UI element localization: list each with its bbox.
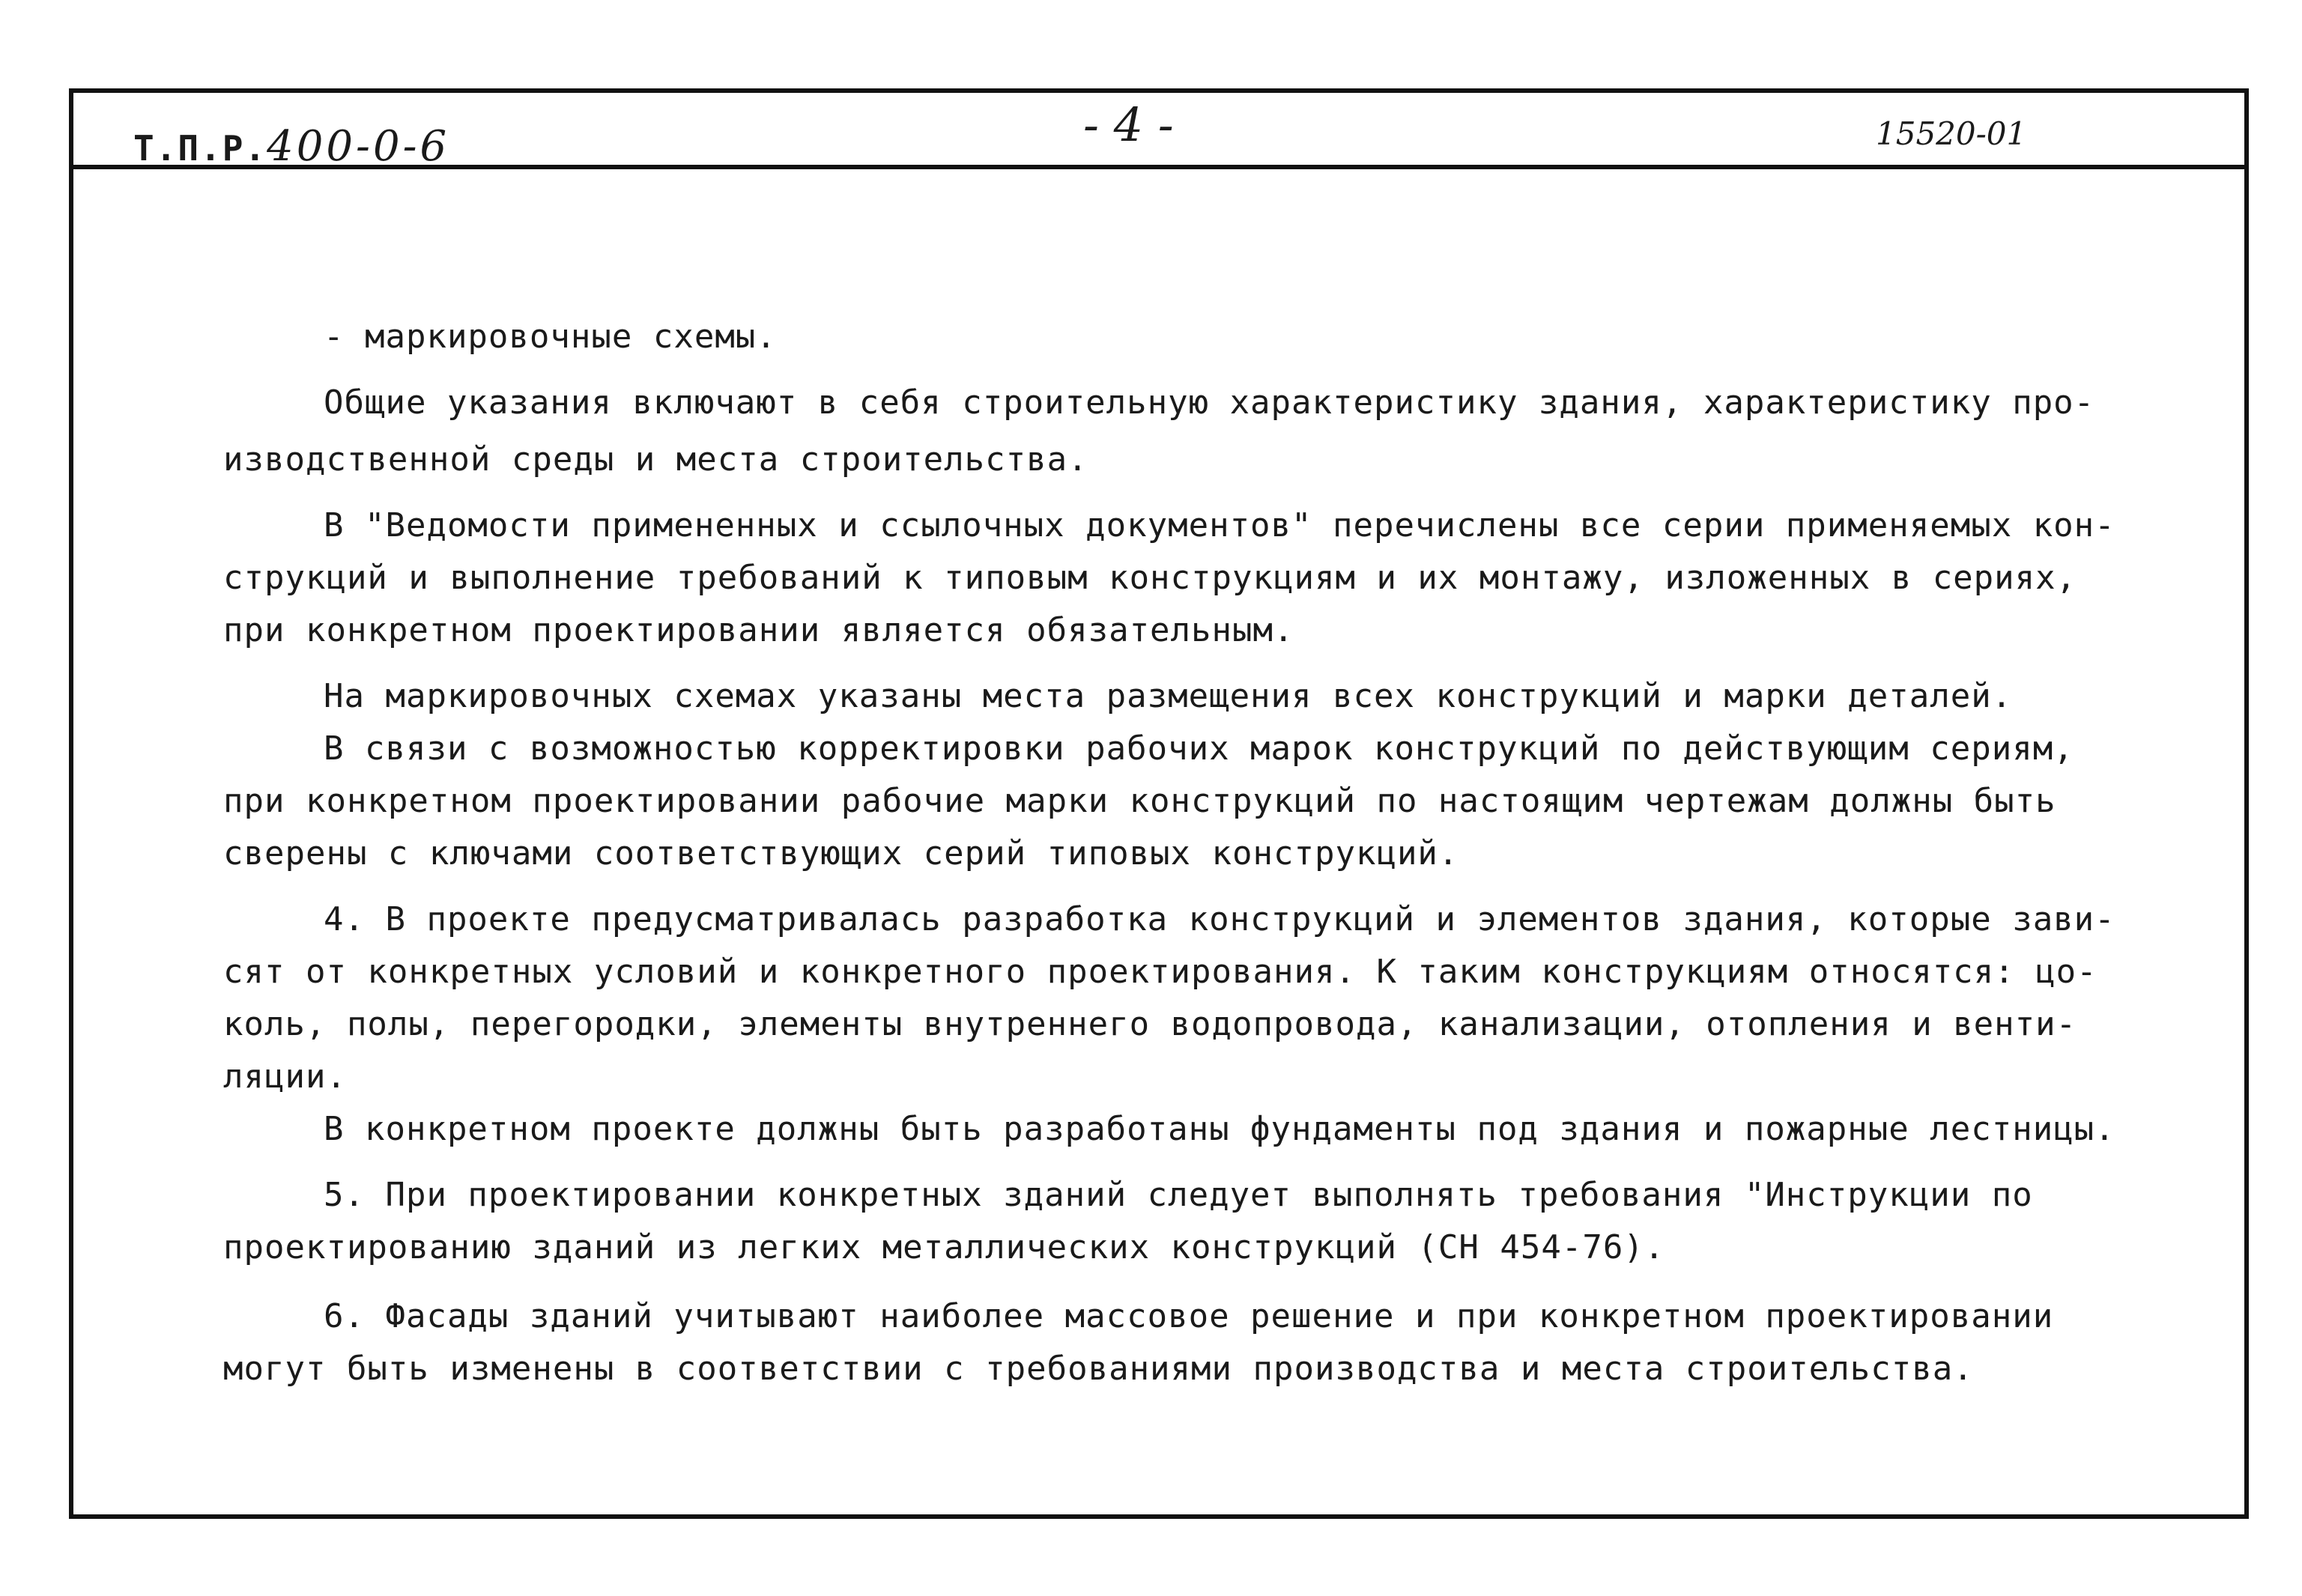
text-line: проектированию зданий из легких металлических конструкций (СН 454-76). [223, 1228, 1665, 1266]
text-line: Общие указания включают в себя строительную характеристику здания, характеристику про- [324, 383, 2095, 422]
document-code [133, 122, 450, 171]
text-line: 4. В проекте предусматривалась разработка конструкций и элементов здания, которые зави- [324, 900, 2115, 938]
text-line: 6. Фасады зданий учитывают наиболее массовое решение и при конкретном проектировании [324, 1297, 2054, 1335]
text-line: В конкретном проекте должны быть разработаны фундаменты под здания и пожарные лестницы. [324, 1110, 2115, 1148]
text-line: сверены с ключами соответствующих серий типовых конструкций. [223, 834, 1459, 873]
text-line: сят от конкретных условий и конкретного проектирования. К таким конструкциям относятся: цо- [223, 953, 2097, 991]
sheet-code: 15520-01 [1876, 115, 2027, 152]
text-line: изводственной среды и места строительства. [223, 440, 1088, 479]
text-line: В связи с возможностью корректировки рабочих марок конструкций по действующим сериям, [324, 729, 2074, 768]
document-code-number: 400-0-6 [267, 122, 450, 171]
text-line: В "Ведомости примененных и ссылочных документов" перечислены все серии применяемых кон- [324, 506, 2115, 544]
text-line: 5. При проектировании конкретных зданий следует выполнять требования "Инструкции по [324, 1176, 2033, 1214]
document-code-prefix: Т.П.Р. [133, 128, 267, 169]
page-number: - 4 - [1083, 97, 1174, 152]
text-line: при конкретном проектировании является обязательным. [223, 611, 1294, 649]
text-line: ляции. [223, 1058, 347, 1096]
text-line: - маркировочные схемы. [324, 318, 777, 356]
text-line: На маркировочных схемах указаны места размещения всех конструкций и марки деталей. [324, 677, 2013, 715]
text-line: при конкретном проектировании рабочие марки конструкций по настоящим чертежам должны быть [223, 782, 2056, 820]
text-line: коль, полы, перегородки, элементы внутреннего водопровода, канализации, отопления и венти- [223, 1005, 2077, 1043]
text-line: могут быть изменены в соответствии с требованиями производства и места строительства. [223, 1350, 1974, 1388]
text-line: струкций и выполнение требований к типовым конструкциям и их монтажу, изложенных в сериях, [223, 559, 2077, 597]
